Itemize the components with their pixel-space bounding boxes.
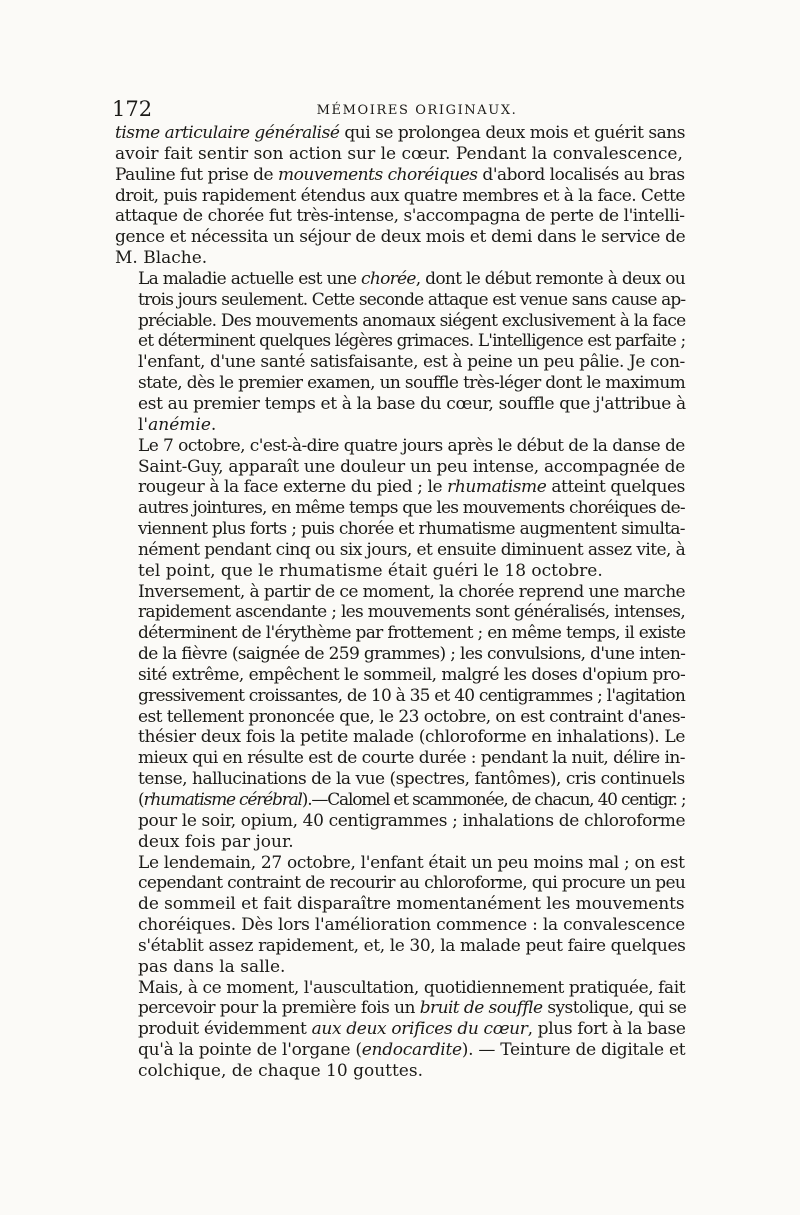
- text-segment: rougeur à la face externe du pied ; le: [138, 477, 448, 498]
- text-segment: tel point, que le rhumatisme était guéri le 18 octobre.: [138, 560, 603, 581]
- text-line: [115, 644, 685, 665]
- paragraph: [115, 123, 685, 269]
- italic-text: rhumatisme cérébral: [143, 790, 302, 810]
- text-segment: Le 7 octobre, c'est-à-dire quatre jours après le début de la danse de: [138, 435, 685, 456]
- text-line: [115, 186, 685, 207]
- text-line: [115, 165, 685, 186]
- text-segment: (: [138, 790, 144, 810]
- italic-text: mouvements choréiques: [278, 164, 478, 185]
- text-segment: M. Blache.: [115, 248, 208, 269]
- text-line: [115, 707, 685, 728]
- text-segment: atteint quelques: [546, 477, 685, 498]
- text-line: [115, 1061, 685, 1082]
- text-segment: viennent plus forts ; puis chorée et rhumatisme augmentent simulta-: [138, 519, 685, 540]
- text-segment: d'abord localisés au bras: [477, 164, 685, 185]
- page-number: 172: [112, 97, 153, 121]
- text-line: [115, 415, 685, 436]
- text-line: [115, 727, 685, 748]
- text-line: [115, 998, 685, 1019]
- text-line: [115, 978, 685, 999]
- text-line: [115, 394, 685, 415]
- text-segment: s'établit assez rapidement, et, le 30, la malade peut faire quelques: [138, 935, 686, 956]
- text-line: [115, 582, 685, 603]
- text-segment: trois jours seulement. Cette seconde attaque est venue sans cause ap-: [138, 289, 686, 310]
- italic-text: tisme articulaire généralisé: [115, 123, 340, 143]
- text-segment: rapidement ascendante ; les mouvements sont généralisés, intenses,: [138, 602, 686, 623]
- text-segment: tense, hallucinations de la vue (spectres, fantômes), cris continuels: [138, 769, 685, 790]
- text-segment: qui se prolongea deux mois et guérit sans: [339, 123, 685, 143]
- text-segment: La maladie actuelle est une: [138, 268, 362, 289]
- text-segment: state, dès le premier examen, un souffle très-léger dont le maximum: [138, 373, 686, 394]
- text-segment: .: [210, 414, 217, 435]
- italic-text: rhumatisme: [447, 477, 547, 498]
- italic-text: endocardite: [361, 1040, 462, 1061]
- text-segment: déterminent de l'érythème par frottement ; en même temps, il existe: [138, 623, 686, 644]
- text-line: [115, 540, 685, 561]
- text-segment: choréiques. Dès lors l'amélioration commence : la convalescence: [138, 915, 686, 936]
- text-line: [115, 894, 685, 915]
- text-line: [115, 352, 685, 373]
- text-line: [115, 853, 685, 874]
- text-line: [115, 457, 685, 478]
- text-line: [115, 811, 685, 832]
- text-line: [115, 561, 685, 582]
- text-segment: Mais, à ce moment, l'auscultation, quotidiennement pratiquée, fait: [138, 977, 686, 998]
- text-line: [115, 227, 685, 248]
- text-segment: ). — Teinture de digitale et: [461, 1040, 686, 1061]
- paragraph: [115, 853, 685, 978]
- text-segment: et déterminent quelques légères grimaces. L'intelligence est parfaite ;: [138, 331, 686, 352]
- text-line: [115, 477, 685, 498]
- text-segment: percevoir pour la première fois un: [138, 998, 420, 1019]
- text-segment: droit, puis rapidement étendus aux quatre membres et à la face. Cette: [115, 185, 685, 206]
- text-segment: cependant contraint de recourir au chloroforme, qui procure un peu: [138, 873, 686, 894]
- paragraph: [115, 978, 685, 1082]
- text-line: [115, 311, 685, 332]
- text-line: [115, 331, 685, 352]
- text-segment: mieux qui en résulte est de courte durée : pendant la nuit, délire in-: [138, 748, 685, 769]
- text-segment: est au premier temps et à la base du cœur, souffle que j'attribue à: [138, 393, 686, 414]
- text-line: [115, 957, 685, 978]
- text-line: [115, 206, 685, 227]
- text-line: [115, 832, 685, 853]
- text-segment: deux fois par jour.: [138, 831, 294, 852]
- running-title: MÉMOIRES ORIGINAUX.: [316, 103, 518, 118]
- text-line: [115, 248, 685, 269]
- italic-text: anémie: [148, 414, 211, 435]
- text-line: [115, 123, 685, 144]
- text-segment: colchique, de chaque 10 gouttes.: [138, 1060, 423, 1081]
- text-segment: l'enfant, d'une santé satisfaisante, est à peine un peu pâlie. Je con-: [138, 352, 685, 373]
- text-line: [115, 686, 685, 707]
- text-line: [115, 498, 685, 519]
- text-segment: ).—Calomel et scammonée, de chacun, 40 centigr. ;: [301, 790, 686, 810]
- italic-text: chorée: [361, 268, 416, 289]
- text-segment: préciable. Des mouvements anomaux siégent exclusivement à la face: [138, 310, 686, 331]
- italic-text: bruit de souffle: [419, 998, 543, 1019]
- text-segment: pour le soir, opium, 40 centigrammes ; inhalations de chloroforme: [138, 810, 686, 831]
- text-line: [115, 873, 685, 894]
- text-line: [115, 602, 685, 623]
- text-segment: Pauline fut prise de: [115, 164, 279, 185]
- italic-text: aux deux orifices du cœur: [311, 1019, 528, 1040]
- text-line: [115, 290, 685, 311]
- text-segment: gressivement croissantes, de 10 à 35 et 40 centigrammes ; l'agitation: [138, 685, 686, 706]
- text-line: [115, 373, 685, 394]
- text-line: [115, 790, 685, 811]
- text-segment: Saint-Guy, apparaît une douleur un peu intense, accompagnée de: [138, 456, 686, 477]
- text-segment: de la fièvre (saignée de 259 grammes) ; les convulsions, d'une inten-: [138, 644, 686, 665]
- text-segment: pas dans la salle.: [138, 956, 286, 977]
- text-segment: systolique, qui se: [542, 998, 687, 1019]
- text-line: [115, 144, 685, 165]
- text-segment: gence et nécessita un séjour de deux mois et demi dans le service de: [115, 227, 686, 248]
- text-line: [115, 436, 685, 457]
- paragraph: [115, 582, 685, 853]
- text-line: [115, 748, 685, 769]
- paragraph: [115, 436, 685, 582]
- text-line: [115, 1040, 685, 1061]
- text-line: [115, 1019, 685, 1040]
- text-line: [115, 936, 685, 957]
- paragraph: [115, 269, 685, 436]
- text-segment: produit évidemment: [138, 1019, 312, 1040]
- text-segment: nément pendant cinq ou six jours, et ensuite diminuent assez vite, à: [138, 539, 686, 560]
- text-segment: Inversement, à partir de ce moment, la chorée reprend une marche: [138, 581, 686, 602]
- text-segment: l': [138, 414, 149, 435]
- text-segment: est tellement prononcée que, le 23 octobre, on est contraint d'anes-: [138, 706, 686, 727]
- text-line: [115, 665, 685, 686]
- text-line: [115, 519, 685, 540]
- text-segment: thésier deux fois la petite malade (chloroforme en inhalations). Le: [138, 727, 686, 748]
- text-line: [115, 269, 685, 290]
- body-text: [115, 123, 685, 1082]
- running-head: [112, 97, 682, 121]
- text-segment: avoir fait sentir son action sur le cœur. Pendant la convalescence,: [115, 143, 683, 164]
- text-segment: , dont le début remonte à deux ou: [415, 268, 686, 289]
- text-segment: de sommeil et fait disparaître momentanément les mouvements: [138, 894, 685, 915]
- text-segment: Le lendemain, 27 octobre, l'enfant était un peu moins mal ; on est: [138, 852, 685, 873]
- text-segment: , plus fort à la base: [527, 1019, 686, 1040]
- text-line: [115, 623, 685, 644]
- text-line: [115, 769, 685, 790]
- text-segment: qu'à la pointe de l'organe (: [138, 1040, 362, 1061]
- text-segment: attaque de chorée fut très-intense, s'accompagna de perte de l'intelli-: [115, 206, 685, 227]
- text-segment: autres jointures, en même temps que les mouvements choréiques de-: [138, 498, 685, 519]
- text-segment: sité extrême, empêchent le sommeil, malgré les doses d'opium pro-: [138, 664, 686, 685]
- text-line: [115, 915, 685, 936]
